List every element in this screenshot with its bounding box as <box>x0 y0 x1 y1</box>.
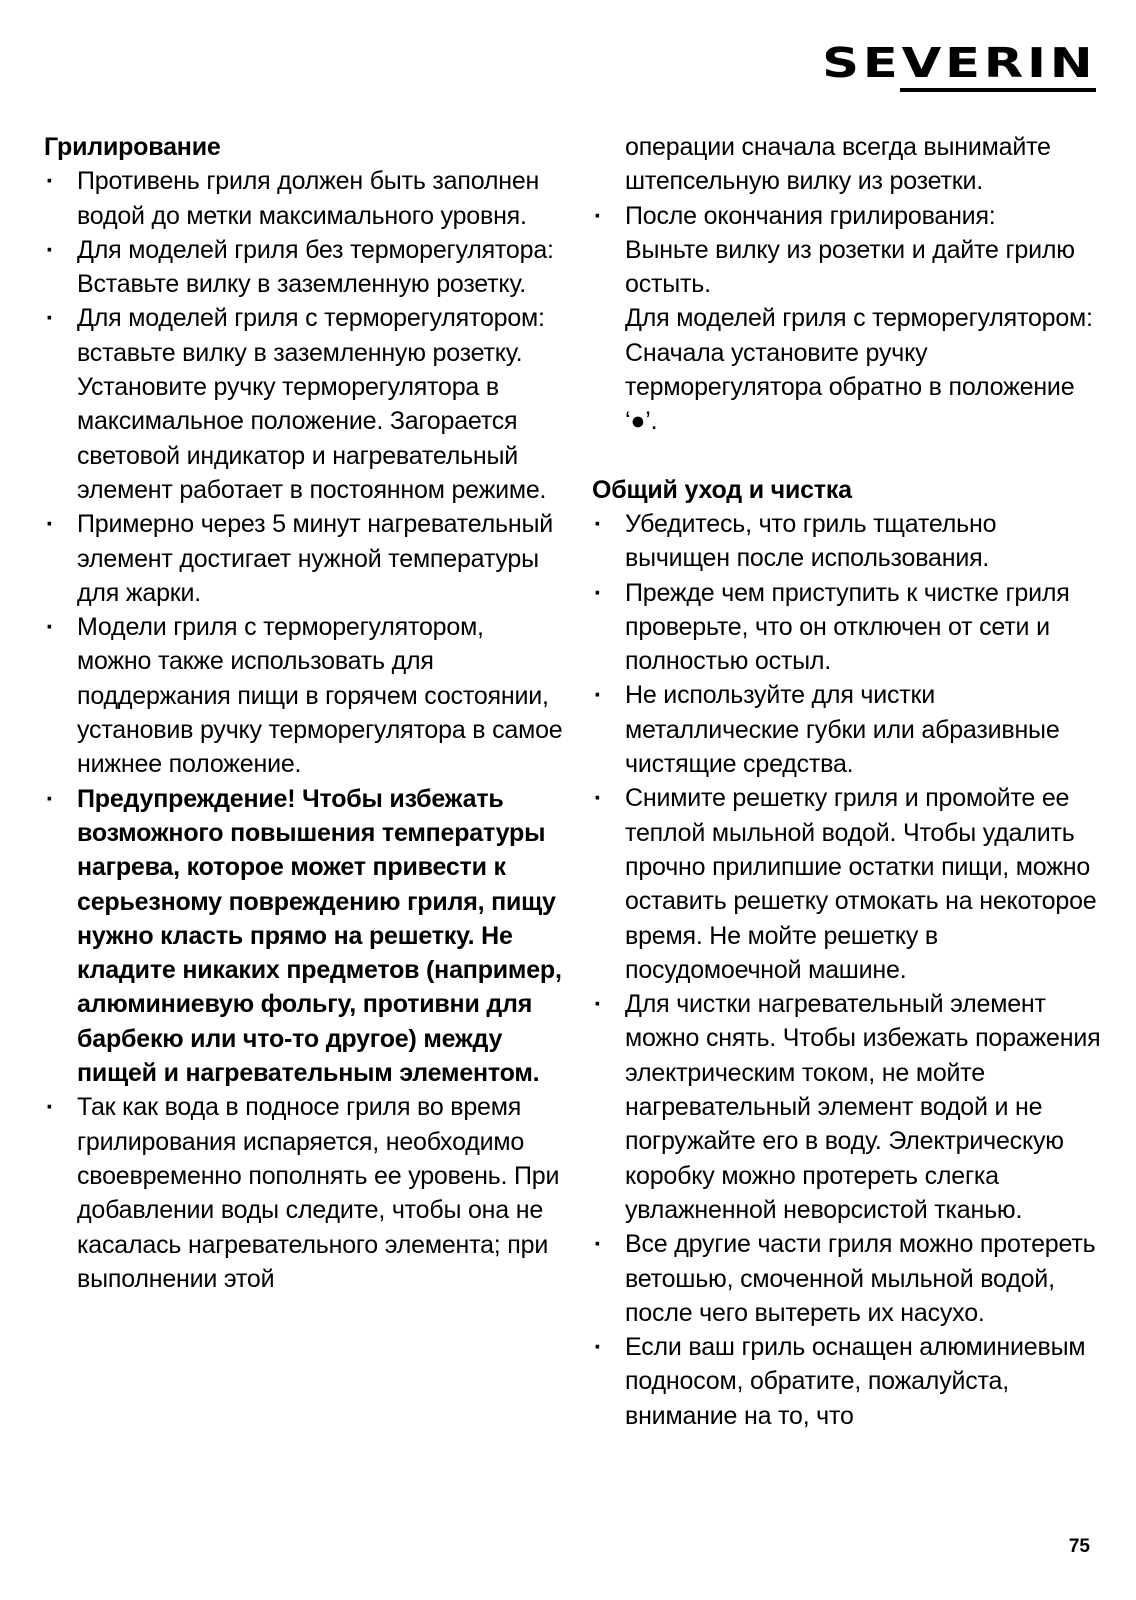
bullet-marker: · <box>45 510 55 539</box>
list-item <box>44 610 564 781</box>
list-item-text: Модели гриля с терморегулятором, можно также использовать для поддержания пищи в горячем состоянии, установив ручку терморегулятора в самое нижнее положение. <box>77 613 563 779</box>
list-item <box>592 199 1102 439</box>
list-item-text: Противень гриля должен быть заполнен водой до метки максимального уровня. <box>77 167 540 230</box>
list-item <box>592 781 1102 987</box>
list-item <box>44 1090 564 1296</box>
list-item-text: Для моделей гриля с терморегулятором: <box>77 304 545 333</box>
section-heading-grilling: Грилирование <box>44 133 221 161</box>
list-item-text: После окончания грилирования: <box>625 201 996 230</box>
bullet-marker: · <box>45 304 55 333</box>
list-item <box>592 576 1102 679</box>
bullet-marker: · <box>593 578 603 607</box>
list-item-text: Для моделей гриля с терморегулятором: <box>625 304 1093 333</box>
list-item-text: Прежде чем приступить к чистке гриля проверьте, что он отключен от сети и полностью остыл. <box>625 578 1070 676</box>
page-number: 75 <box>1068 1536 1090 1557</box>
list-item-text: Если ваш гриль оснащен алюминиевым подносом, обратите, пожалуйста, внимание на то, что <box>625 1333 1086 1430</box>
list-item-text: Для чистки нагревательный элемент можно снять. Чтобы избежать поражения электрическим током, не мойте нагревательный элемент водой и не погружайте его в воду. Электрическую коробку можно протереть слегка увлажненной неворсистой тканью. <box>625 990 1101 1224</box>
bullet-marker: · <box>593 784 603 813</box>
bullet-marker: · <box>593 201 603 230</box>
list-item <box>592 987 1102 1227</box>
list-item <box>592 507 1102 576</box>
section-heading-care: Общий уход и чистка <box>592 475 852 504</box>
list-item-text: Для моделей гриля без терморегулятора: <box>77 235 554 264</box>
list-item <box>592 1227 1102 1330</box>
list-item <box>44 507 564 610</box>
list-item <box>44 233 564 302</box>
list-item-text: Снимите решетку гриля и промойте ее теплой мыльной водой. Чтобы удалить прочно прилипшие остатки пищи, можно оставить решетку отмокать на некоторое время. Не мойте решетку в посудомоечной машине. <box>625 784 1097 984</box>
left-column <box>44 130 564 1296</box>
list-item <box>44 164 564 233</box>
bullet-marker: · <box>45 1093 55 1122</box>
right-column <box>592 130 1102 1433</box>
list-item <box>44 301 564 507</box>
list-item-text: Выньте вилку из розетки и дайте грилю остыть. <box>625 235 1075 299</box>
bullet-marker: · <box>45 613 55 642</box>
list-item-text: Убедитесь, что гриль тщательно вычищен после использования. <box>625 509 997 573</box>
bullet-marker: · <box>593 681 603 710</box>
list-item <box>592 1330 1102 1433</box>
continuation-text: операции сначала всегда вынимайте штепсельную вилку из розетки. <box>625 133 1051 196</box>
bullet-marker: · <box>45 784 55 813</box>
list-item-text: Примерно через 5 минут нагревательный элемент достигает нужной температуры для жарки. <box>77 510 553 607</box>
care-list <box>592 507 1102 1433</box>
list-item-text: Так как вода в подносе гриля во время грилирования испаряется, необходимо своевременно пополнять ее уровень. При добавлении воды следите, чтобы она не касалась нагревательного элемента; при выполнении этой <box>77 1093 560 1293</box>
list-item-text: Все другие части гриля можно протереть ветошью, смоченной мыльной водой, после чего вытереть их насухо. <box>625 1230 1096 1327</box>
list-item-text: Предупреждение! Чтобы избежать возможного повышения температуры нагрева, которое может привести к серьезному повреждению гриля, пищу нужно класть прямо на решетку. Не кладите никаких предметов (например, алюминиевую фольгу, противни для барбекю или что-то другое) между пищей и нагревательным элементом. <box>77 784 562 1088</box>
brand-logo <box>821 39 1096 87</box>
list-item <box>44 782 564 1091</box>
after-grilling-list <box>592 199 1102 439</box>
brand-name: SEVERIN <box>821 39 1096 87</box>
section-gap <box>592 439 1102 473</box>
list-item-text: вставьте вилку в заземленную розетку. Установите ручку терморегулятора в максимальное положение. Загорается световой индикатор и нагревательный элемент работает в постоянном режиме. <box>77 338 547 504</box>
bullet-marker: · <box>593 990 603 1019</box>
list-item-text: Не используйте для чистки металлические губки или абразивные чистящие средства. <box>625 681 1060 779</box>
logo-underline <box>900 88 1096 92</box>
bullet-marker: · <box>45 235 55 264</box>
bullet-marker: · <box>45 167 55 196</box>
list-item-text: Сначала установите ручку терморегулятора обратно в положение ‘●’. <box>625 338 1075 436</box>
bullet-marker: · <box>593 509 603 538</box>
grilling-list <box>44 164 564 1296</box>
list-item-text: Вставьте вилку в заземленную розетку. <box>77 270 526 299</box>
bullet-marker: · <box>593 1333 603 1362</box>
bullet-marker: · <box>593 1230 603 1259</box>
list-item <box>592 678 1102 781</box>
